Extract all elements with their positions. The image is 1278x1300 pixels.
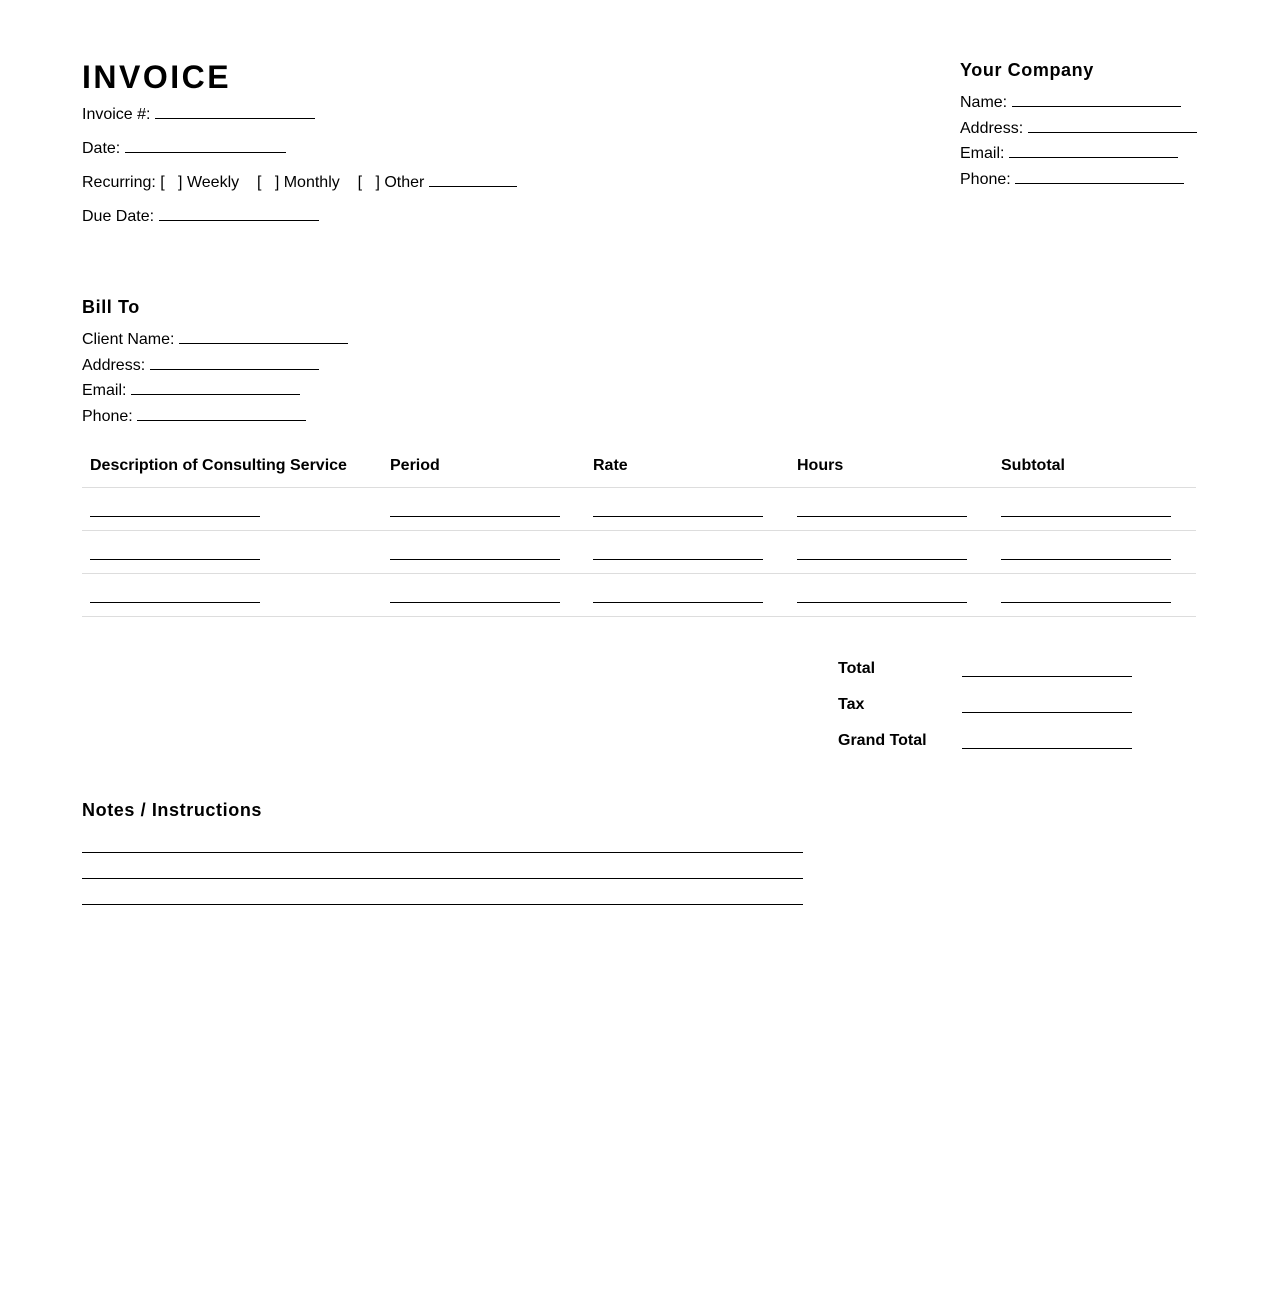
company-title: Your Company bbox=[960, 60, 1094, 80]
client-phone-label: Phone: bbox=[82, 408, 133, 425]
description-blank[interactable] bbox=[90, 602, 260, 603]
invoice-title: INVOICE bbox=[82, 59, 232, 95]
recurring-weekly-label: Weekly bbox=[186, 174, 240, 191]
tax-label: Tax bbox=[838, 696, 865, 713]
rate-blank[interactable] bbox=[593, 559, 763, 560]
header-rate: Rate bbox=[593, 457, 628, 474]
client-email-field[interactable] bbox=[82, 380, 300, 401]
company-address-blank[interactable] bbox=[1028, 118, 1197, 133]
hours-blank[interactable] bbox=[797, 516, 967, 517]
period-blank[interactable] bbox=[390, 516, 560, 517]
date-field[interactable] bbox=[82, 138, 286, 159]
company-phone-label: Phone: bbox=[960, 171, 1011, 188]
header-hours: Hours bbox=[797, 457, 844, 474]
notes-line[interactable] bbox=[82, 878, 803, 879]
company-email-field[interactable] bbox=[960, 143, 1178, 164]
date-blank[interactable] bbox=[125, 138, 286, 153]
total-blank[interactable] bbox=[962, 658, 1132, 677]
client-name-blank[interactable] bbox=[179, 329, 348, 344]
grand-total-label: Grand Total bbox=[838, 732, 927, 749]
client-address-field[interactable] bbox=[82, 355, 319, 376]
table-row bbox=[82, 531, 1196, 574]
subtotal-blank[interactable] bbox=[1001, 516, 1171, 517]
company-address-field[interactable] bbox=[960, 118, 1197, 139]
invoice-number-label: Invoice #: bbox=[82, 106, 151, 123]
client-address-blank[interactable] bbox=[150, 355, 319, 370]
description-blank[interactable] bbox=[90, 559, 260, 560]
client-name-label: Client Name: bbox=[82, 331, 175, 348]
due-date-blank[interactable] bbox=[159, 206, 319, 221]
header-period: Period bbox=[390, 457, 440, 474]
period-blank[interactable] bbox=[390, 559, 560, 560]
client-email-blank[interactable] bbox=[131, 380, 300, 395]
period-blank[interactable] bbox=[390, 602, 560, 603]
table-row bbox=[82, 574, 1196, 617]
bill-to-title: Bill To bbox=[82, 297, 140, 317]
total-label: Total bbox=[838, 660, 876, 677]
due-date-field[interactable] bbox=[82, 206, 319, 227]
client-email-label: Email: bbox=[82, 382, 127, 399]
client-phone-field[interactable] bbox=[82, 406, 306, 427]
notes-line[interactable] bbox=[82, 852, 803, 853]
company-phone-blank[interactable] bbox=[1015, 169, 1184, 184]
notes-title: Notes / Instructions bbox=[82, 800, 263, 820]
recurring-label: Recurring: bbox=[82, 174, 156, 191]
recurring-other-checkbox[interactable]: [ ] bbox=[357, 174, 380, 191]
invoice-number-field[interactable] bbox=[82, 104, 315, 125]
header-description: Description of Consulting Service bbox=[90, 457, 347, 474]
client-name-field[interactable] bbox=[82, 329, 348, 350]
recurring-other-label: Other bbox=[384, 174, 425, 191]
notes-line[interactable] bbox=[82, 904, 803, 905]
date-label: Date: bbox=[82, 140, 121, 157]
client-phone-blank[interactable] bbox=[137, 406, 306, 421]
recurring-weekly-checkbox[interactable]: [ ] bbox=[160, 174, 183, 191]
company-address-label: Address: bbox=[960, 120, 1024, 137]
tax-blank[interactable] bbox=[962, 694, 1132, 713]
header-subtotal: Subtotal bbox=[1001, 457, 1065, 474]
company-email-blank[interactable] bbox=[1009, 143, 1178, 158]
hours-blank[interactable] bbox=[797, 559, 967, 560]
rate-blank[interactable] bbox=[593, 602, 763, 603]
subtotal-blank[interactable] bbox=[1001, 602, 1171, 603]
grand-total-row bbox=[838, 730, 1132, 766]
hours-blank[interactable] bbox=[797, 602, 967, 603]
company-name-blank[interactable] bbox=[1012, 92, 1181, 107]
table-header-row bbox=[82, 455, 1196, 488]
due-date-label: Due Date: bbox=[82, 208, 155, 225]
total-row bbox=[838, 658, 1132, 694]
company-phone-field[interactable] bbox=[960, 169, 1184, 190]
tax-row bbox=[838, 694, 1132, 730]
recurring-monthly-checkbox[interactable]: [ ] bbox=[257, 174, 280, 191]
company-name-field[interactable] bbox=[960, 92, 1181, 113]
recurring-field bbox=[82, 172, 517, 193]
invoice-number-blank[interactable] bbox=[155, 104, 315, 119]
subtotal-blank[interactable] bbox=[1001, 559, 1171, 560]
company-name-label: Name: bbox=[960, 94, 1008, 111]
recurring-other-blank[interactable] bbox=[429, 172, 517, 187]
rate-blank[interactable] bbox=[593, 516, 763, 517]
table-row bbox=[82, 488, 1196, 531]
recurring-monthly-label: Monthly bbox=[283, 174, 340, 191]
description-blank[interactable] bbox=[90, 516, 260, 517]
notes-area[interactable] bbox=[82, 852, 803, 930]
totals-block bbox=[838, 658, 1132, 766]
company-email-label: Email: bbox=[960, 145, 1005, 162]
grand-total-blank[interactable] bbox=[962, 730, 1132, 749]
client-address-label: Address: bbox=[82, 357, 146, 374]
services-table bbox=[82, 455, 1196, 617]
